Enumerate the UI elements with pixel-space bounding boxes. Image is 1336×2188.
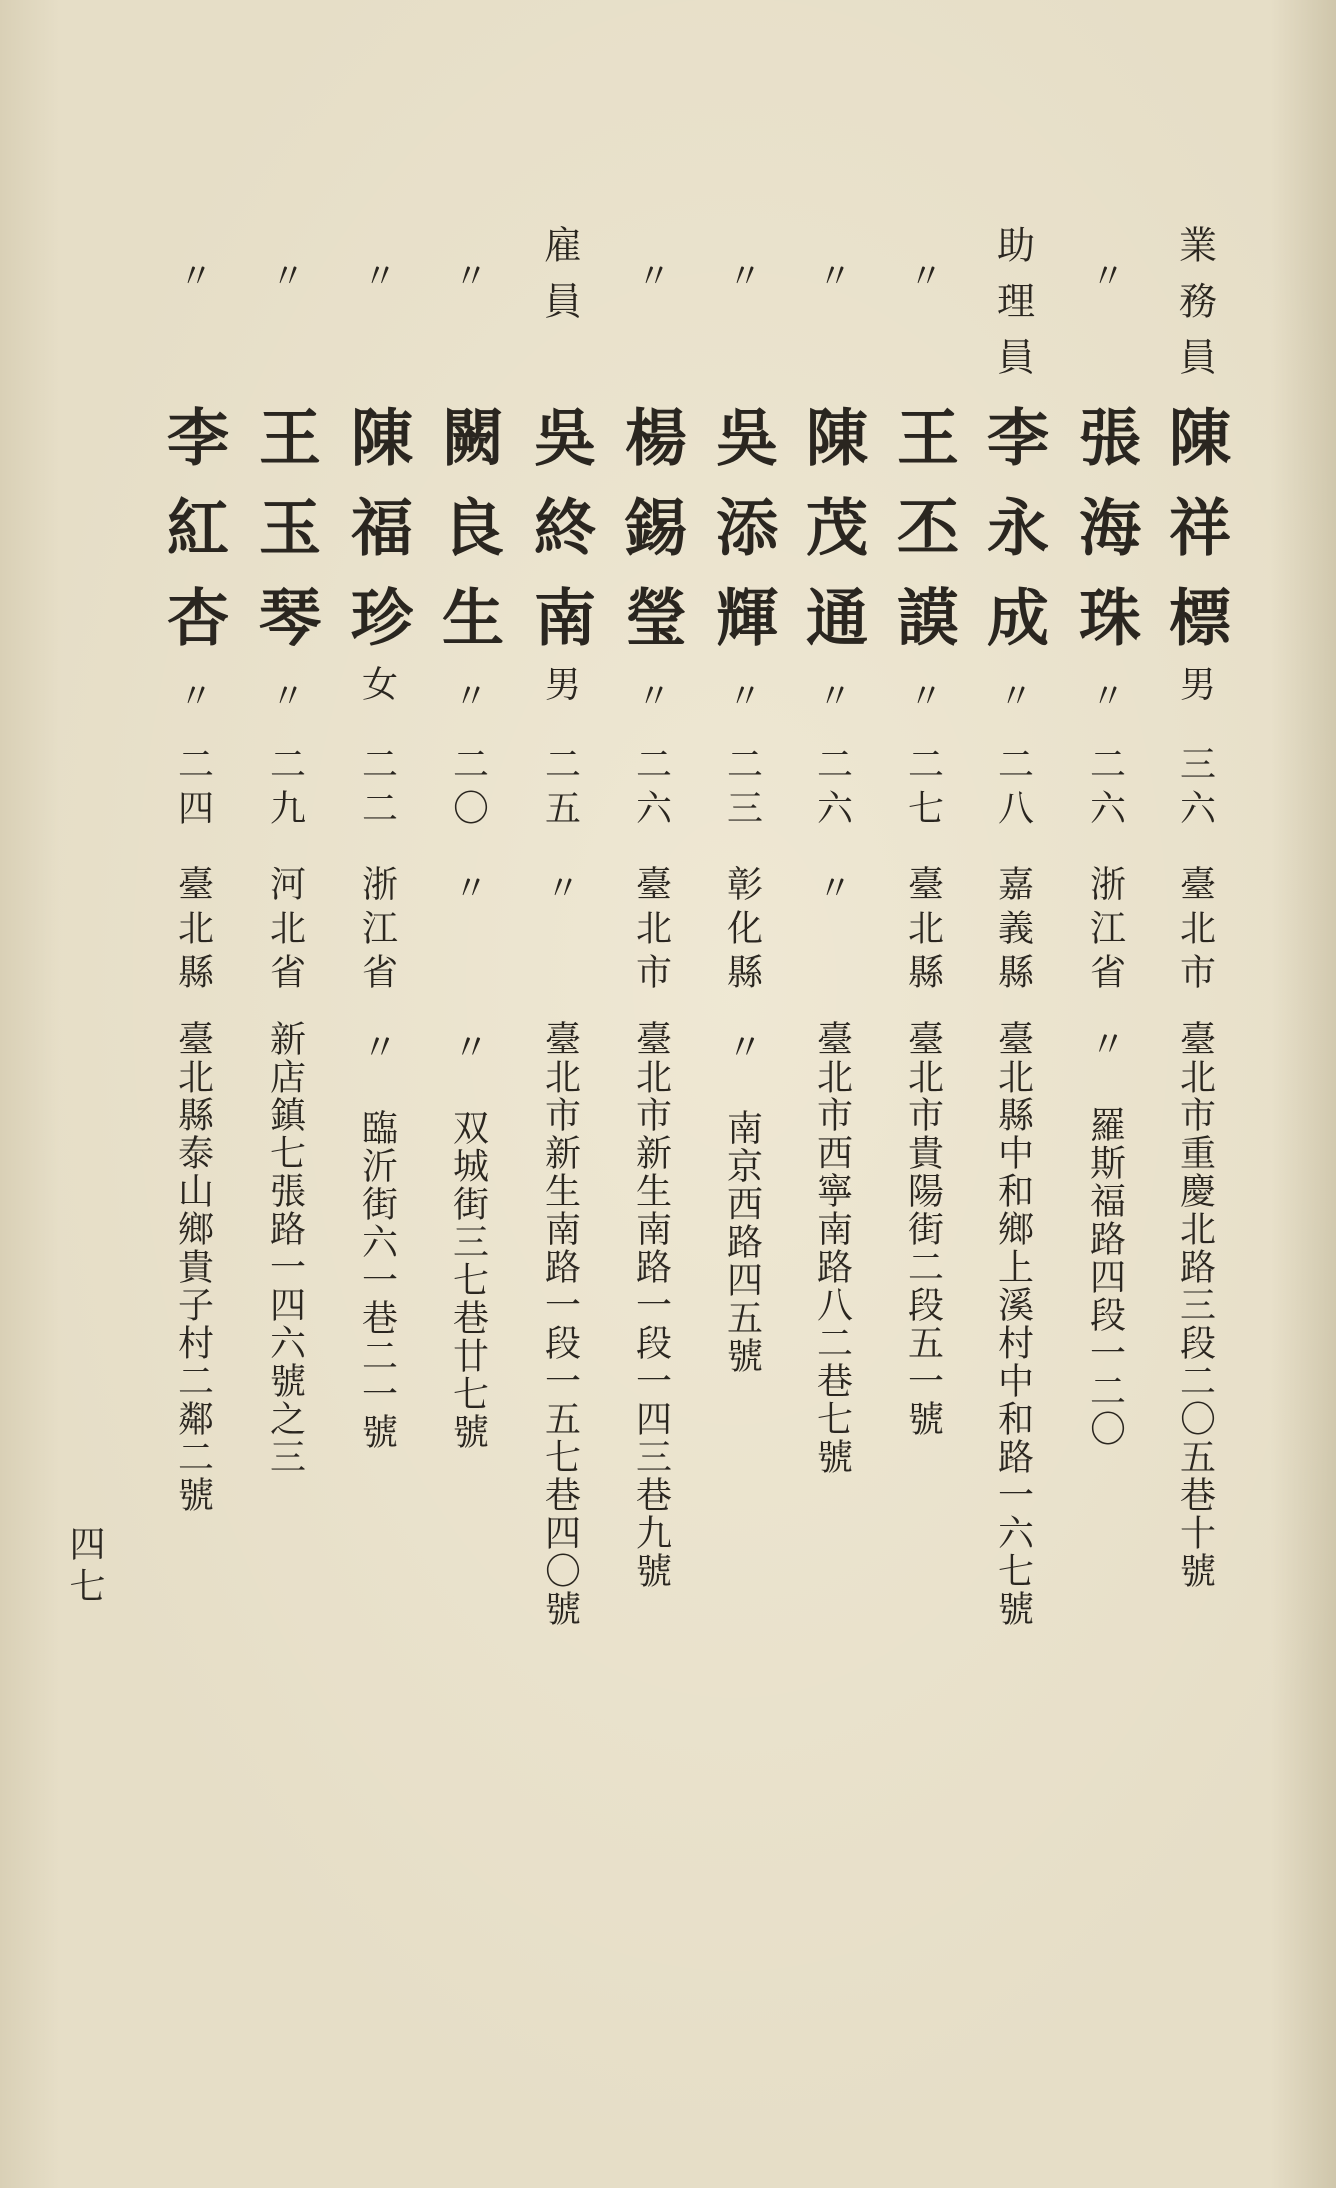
staff-origin: 臺北市 <box>1174 865 1216 997</box>
staff-name: 陳祥標 <box>1158 405 1232 675</box>
staff-title: 〃 <box>447 258 488 292</box>
staff-name: 張海珠 <box>1068 405 1142 675</box>
staff-sex: 〃 <box>1084 678 1125 712</box>
staff-title: 〃 <box>356 258 397 292</box>
staff-age: 二六 <box>630 745 672 833</box>
staff-entry <box>240 0 330 2188</box>
staff-sex: 〃 <box>811 678 852 712</box>
staff-entry <box>878 0 968 2188</box>
staff-address: 臺北市西寧南路八二巷七號 <box>811 1020 853 1476</box>
staff-age: 三六 <box>1174 745 1216 833</box>
staff-name: 楊錫瑩 <box>614 405 688 675</box>
staff-address: 臺北縣泰山鄉貴子村二鄰二號 <box>172 1020 214 1514</box>
staff-origin: 〃 <box>811 870 852 904</box>
staff-age: 二〇 <box>447 745 489 833</box>
staff-entry <box>1150 0 1240 2188</box>
staff-age: 二六 <box>811 745 853 833</box>
staff-title: 〃 <box>172 258 213 292</box>
staff-address: 臺北縣中和鄉上溪村中和路一六七號 <box>992 1020 1034 1628</box>
staff-entry <box>606 0 696 2188</box>
staff-name: 陳福珍 <box>340 405 414 675</box>
staff-origin: 臺北縣 <box>172 865 214 997</box>
staff-title: 雇員 <box>537 225 582 337</box>
staff-origin: 浙江省 <box>1084 865 1126 997</box>
staff-address: 〃 羅斯福路四段一二〇 <box>1084 1025 1126 1448</box>
staff-age: 二五 <box>539 745 581 833</box>
staff-entry <box>1060 0 1150 2188</box>
staff-sex: 〃 <box>447 678 488 712</box>
staff-origin: 河北省 <box>264 865 306 997</box>
staff-address: 〃 双城街三七巷廿七號 <box>447 1028 489 1451</box>
staff-title: 〃 <box>264 258 305 292</box>
page-number: 四七 <box>64 1525 105 1609</box>
staff-name: 闕良生 <box>431 405 505 675</box>
staff-address: 新店鎮七張路一四六號之三 <box>264 1020 306 1476</box>
staff-name: 吳終南 <box>523 405 597 675</box>
staff-sex: 〃 <box>902 678 943 712</box>
staff-title: 助理員 <box>990 225 1035 393</box>
staff-origin: 臺北市 <box>630 865 672 997</box>
staff-sex: 男 <box>1174 665 1216 709</box>
staff-sex: 〃 <box>992 678 1033 712</box>
staff-origin: 浙江省 <box>356 865 398 997</box>
staff-name: 李紅杏 <box>156 405 230 675</box>
staff-origin: 彰化縣 <box>721 865 763 997</box>
staff-origin: 〃 <box>539 870 580 904</box>
staff-name: 王玉琴 <box>248 405 322 675</box>
staff-address: 〃 南京西路四五號 <box>721 1028 763 1375</box>
staff-entry <box>968 0 1058 2188</box>
staff-sex: 〃 <box>172 678 213 712</box>
staff-age: 二六 <box>1084 745 1126 833</box>
staff-address: 臺北市貴陽街二段五一號 <box>902 1020 944 1438</box>
staff-age: 二九 <box>264 745 306 833</box>
staff-title: 〃 <box>630 258 671 292</box>
staff-origin: 臺北縣 <box>902 865 944 997</box>
staff-name: 王丕謨 <box>886 405 960 675</box>
staff-entry <box>423 0 513 2188</box>
staff-title: 業務員 <box>1172 225 1217 393</box>
staff-sex: 〃 <box>630 678 671 712</box>
staff-entry <box>148 0 238 2188</box>
staff-age: 二四 <box>172 745 214 833</box>
staff-entry <box>787 0 877 2188</box>
staff-address: 臺北市新生南路一段一五七巷四〇號 <box>539 1020 581 1628</box>
staff-entry <box>332 0 422 2188</box>
staff-name: 陳茂通 <box>795 405 869 675</box>
staff-title: 〃 <box>811 258 852 292</box>
staff-sex: 男 <box>539 665 581 709</box>
staff-name: 吳添輝 <box>705 405 779 675</box>
staff-age: 二七 <box>902 745 944 833</box>
staff-age: 二八 <box>992 745 1034 833</box>
staff-title: 〃 <box>1084 258 1125 292</box>
staff-title: 〃 <box>902 258 943 292</box>
staff-age: 二二 <box>356 745 398 833</box>
staff-sex: 〃 <box>264 678 305 712</box>
staff-address: 〃 臨沂街六一巷二一號 <box>356 1028 398 1451</box>
staff-origin: 〃 <box>447 870 488 904</box>
staff-name: 李永成 <box>976 405 1050 675</box>
staff-title: 〃 <box>721 258 762 292</box>
staff-entry <box>697 0 787 2188</box>
staff-age: 二三 <box>721 745 763 833</box>
staff-address: 臺北市新生南路一段一四三巷九號 <box>630 1020 672 1590</box>
staff-sex: 女 <box>356 665 398 709</box>
staff-origin: 嘉義縣 <box>992 865 1034 997</box>
staff-address: 臺北市重慶北路三段二〇五巷十號 <box>1174 1020 1216 1590</box>
staff-sex: 〃 <box>721 678 762 712</box>
staff-entry <box>515 0 605 2188</box>
